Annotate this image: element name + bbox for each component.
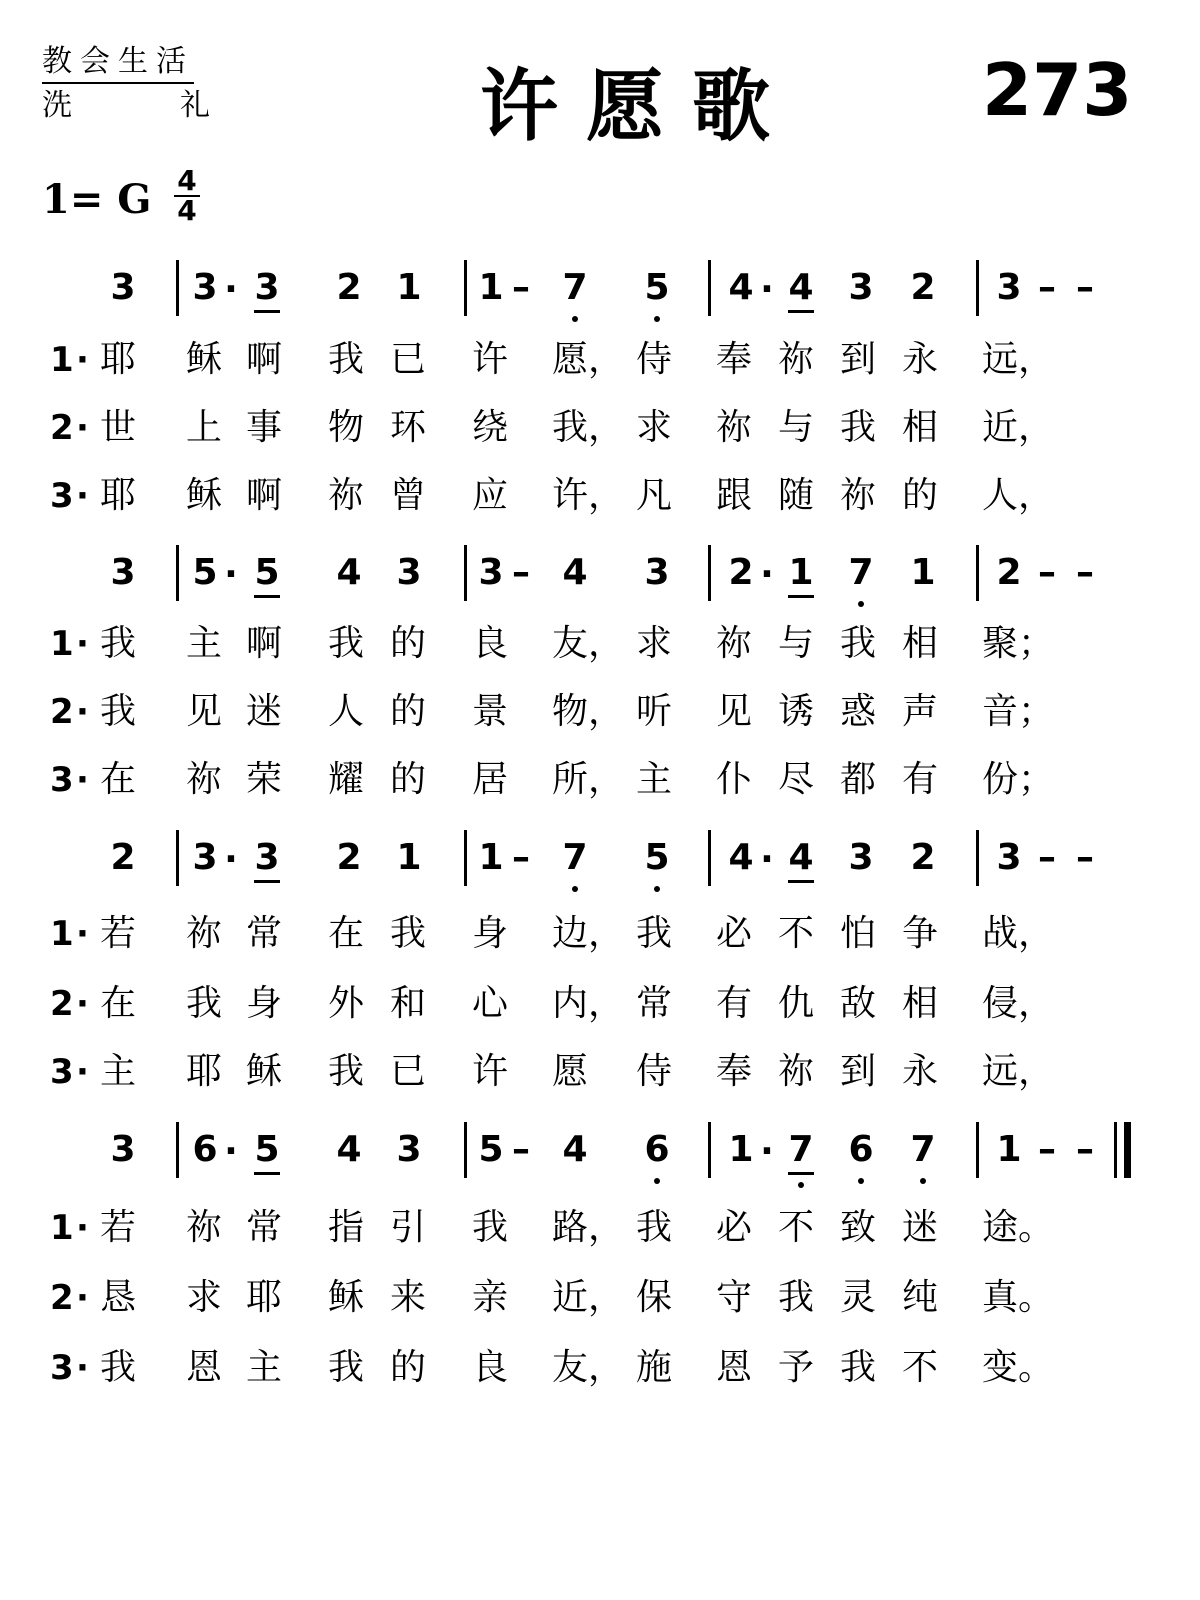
lyric-syllable: 啊 bbox=[246, 339, 283, 380]
note: 2 bbox=[910, 837, 936, 878]
hymn-title: 许愿歌 bbox=[480, 61, 799, 152]
verse-number: 1 bbox=[50, 1208, 74, 1248]
lyric-syllable: 良 bbox=[472, 623, 509, 664]
barline bbox=[176, 260, 179, 316]
note: 3 bbox=[192, 837, 218, 878]
lyric-syllable: 求 bbox=[186, 1277, 223, 1318]
verse-number: 2 bbox=[50, 692, 74, 732]
note: 3 bbox=[110, 552, 136, 593]
category-label bbox=[42, 44, 210, 124]
sustain-dash: – bbox=[512, 552, 530, 593]
augmentation-dot: · bbox=[224, 554, 238, 595]
lyric-line bbox=[0, 474, 1200, 524]
lyric-syllable: 啊 bbox=[246, 475, 283, 516]
lyric-syllable: 友， bbox=[552, 623, 625, 664]
lyric-syllable: 我 bbox=[328, 1051, 365, 1092]
lyric-syllable: 我 bbox=[778, 1277, 815, 1318]
lyric-syllable: 事 bbox=[246, 407, 283, 448]
lyric-syllable: 啊 bbox=[246, 623, 283, 664]
lyric-syllable: 见 bbox=[186, 691, 223, 732]
note: 3 bbox=[396, 1129, 422, 1170]
sustain-dash: – bbox=[1076, 837, 1094, 878]
lyric-syllable: 绕 bbox=[472, 407, 509, 448]
note: 7 bbox=[560, 268, 590, 308]
note: 4 bbox=[728, 267, 754, 308]
lyric-syllable: 上 bbox=[186, 407, 223, 448]
barline bbox=[708, 830, 711, 886]
augmentation-dot: · bbox=[224, 839, 238, 880]
sustain-dash: – bbox=[1038, 837, 1056, 878]
lyric-syllable: 不 bbox=[778, 1207, 815, 1248]
verse-number-dot: · bbox=[76, 1278, 89, 1318]
lyric-syllable: 远， bbox=[982, 1051, 1055, 1092]
lyric-syllable: 永 bbox=[902, 1051, 939, 1092]
lyric-syllable: 许 bbox=[472, 1051, 509, 1092]
note: 4 bbox=[336, 552, 362, 593]
lyric-syllable: 近， bbox=[982, 407, 1055, 448]
lyric-syllable: 音； bbox=[982, 691, 1055, 732]
lyric-syllable: 指 bbox=[328, 1207, 365, 1248]
note: 1 bbox=[728, 1129, 754, 1170]
lyric-syllable: 若 bbox=[100, 913, 137, 954]
note: 6 bbox=[846, 1130, 876, 1170]
lyric-syllable: 内， bbox=[552, 983, 625, 1024]
lyric-syllable: 都 bbox=[840, 759, 877, 800]
lyric-syllable: 已 bbox=[390, 1051, 427, 1092]
lyric-syllable: 纯 bbox=[902, 1277, 939, 1318]
lyric-line bbox=[0, 338, 1200, 388]
lyric-syllable: 的 bbox=[390, 691, 427, 732]
lyric-syllable: 我 bbox=[100, 623, 137, 664]
barline bbox=[176, 1122, 179, 1178]
verse-number-dot: · bbox=[76, 760, 89, 800]
note: 3 bbox=[478, 552, 504, 593]
lyric-syllable: 环 bbox=[390, 407, 427, 448]
lyric-syllable: 奉 bbox=[716, 339, 753, 380]
verse-number: 3 bbox=[50, 1052, 74, 1092]
verse-number-dot: · bbox=[76, 984, 89, 1024]
lyric-syllable: 争 bbox=[902, 913, 939, 954]
note: 3 bbox=[252, 268, 282, 308]
lyric-syllable: 真。 bbox=[982, 1277, 1055, 1318]
lyric-syllable: 愿 bbox=[552, 1051, 589, 1092]
barline bbox=[464, 830, 467, 886]
lyric-syllable: 在 bbox=[328, 913, 365, 954]
lyric-syllable: 与 bbox=[778, 623, 815, 664]
final-barline-thick bbox=[1124, 1122, 1131, 1178]
lyric-syllable: 祢 bbox=[716, 407, 753, 448]
note: 3 bbox=[996, 267, 1022, 308]
barline bbox=[464, 260, 467, 316]
note: 5 bbox=[642, 838, 672, 878]
sustain-dash: – bbox=[1038, 267, 1056, 308]
barline bbox=[176, 830, 179, 886]
lyric-syllable: 友， bbox=[552, 1347, 625, 1388]
lyric-syllable: 仇 bbox=[778, 983, 815, 1024]
lyric-syllable: 凡 bbox=[636, 475, 673, 516]
verse-number-dot: · bbox=[76, 1348, 89, 1388]
lyric-syllable: 许 bbox=[472, 339, 509, 380]
lyric-syllable: 良 bbox=[472, 1347, 509, 1388]
lyric-syllable: 恩 bbox=[716, 1347, 753, 1388]
verse-number-dot: · bbox=[76, 340, 89, 380]
lyric-syllable: 常 bbox=[636, 983, 673, 1024]
lyric-syllable: 耶 bbox=[100, 339, 137, 380]
note: 5 bbox=[252, 1130, 282, 1170]
lyric-syllable: 随 bbox=[778, 475, 815, 516]
verse-number: 2 bbox=[50, 1278, 74, 1318]
note: 5 bbox=[252, 553, 282, 593]
lyric-syllable: 变。 bbox=[982, 1347, 1055, 1388]
lyric-syllable: 我 bbox=[636, 1207, 673, 1248]
lyric-syllable: 来 bbox=[390, 1277, 427, 1318]
lyric-syllable: 我 bbox=[328, 1347, 365, 1388]
note: 2 bbox=[910, 267, 936, 308]
sustain-dash: – bbox=[512, 837, 530, 878]
verse-number: 1 bbox=[50, 624, 74, 664]
note: 7 bbox=[908, 1130, 938, 1170]
verse-number-dot: · bbox=[76, 692, 89, 732]
time-signature-bottom: 4 bbox=[177, 194, 197, 227]
lyric-syllable: 不 bbox=[778, 913, 815, 954]
note: 1 bbox=[396, 267, 422, 308]
lyric-syllable: 仆 bbox=[716, 759, 753, 800]
lyric-syllable: 求 bbox=[636, 623, 673, 664]
lyric-syllable: 必 bbox=[716, 913, 753, 954]
lyric-syllable: 的 bbox=[390, 623, 427, 664]
note: 3 bbox=[848, 837, 874, 878]
category-top: 教会生活 bbox=[42, 44, 194, 84]
verse-number: 3 bbox=[50, 476, 74, 516]
lyric-syllable: 稣 bbox=[186, 339, 223, 380]
note: 2 bbox=[110, 837, 136, 878]
note: 7 bbox=[786, 1130, 816, 1170]
lyric-syllable: 荣 bbox=[246, 759, 283, 800]
augmentation-dot: · bbox=[760, 839, 774, 880]
note: 3 bbox=[110, 267, 136, 308]
lyric-syllable: 主 bbox=[100, 1051, 137, 1092]
lyric-syllable: 边， bbox=[552, 913, 625, 954]
lyric-syllable: 我 bbox=[328, 339, 365, 380]
lyric-syllable: 见 bbox=[716, 691, 753, 732]
category-bottom-right: 礼 bbox=[180, 88, 210, 123]
lyric-syllable: 份； bbox=[982, 759, 1055, 800]
lyric-syllable: 侍 bbox=[636, 339, 673, 380]
lyric-syllable: 我 bbox=[328, 623, 365, 664]
lyric-syllable: 耶 bbox=[186, 1051, 223, 1092]
sustain-dash: – bbox=[512, 1129, 530, 1170]
note: 3 bbox=[848, 267, 874, 308]
barline bbox=[976, 830, 979, 886]
note: 7 bbox=[560, 838, 590, 878]
lyric-line bbox=[0, 1276, 1200, 1326]
note: 3 bbox=[996, 837, 1022, 878]
lyric-syllable: 亲 bbox=[472, 1277, 509, 1318]
barline bbox=[464, 545, 467, 601]
note: 1 bbox=[478, 267, 504, 308]
lyric-syllable: 常 bbox=[246, 1207, 283, 1248]
lyric-syllable: 聚； bbox=[982, 623, 1055, 664]
lyric-syllable: 到 bbox=[840, 1051, 877, 1092]
sustain-dash: – bbox=[1038, 552, 1056, 593]
lyric-syllable: 我 bbox=[840, 407, 877, 448]
lyric-syllable: 常 bbox=[246, 913, 283, 954]
lyric-syllable: 到 bbox=[840, 339, 877, 380]
lyric-syllable: 景 bbox=[472, 691, 509, 732]
lyric-syllable: 路， bbox=[552, 1207, 625, 1248]
lyric-syllable: 侵， bbox=[982, 983, 1055, 1024]
lyric-syllable: 心 bbox=[472, 983, 509, 1024]
lyric-syllable: 我 bbox=[472, 1207, 509, 1248]
sustain-dash: – bbox=[512, 267, 530, 308]
category-bottom-left: 洗 bbox=[42, 88, 72, 123]
lyric-syllable: 祢 bbox=[778, 1051, 815, 1092]
lyric-syllable: 所， bbox=[552, 759, 625, 800]
lyric-syllable: 敌 bbox=[840, 983, 877, 1024]
lyric-line bbox=[0, 406, 1200, 456]
key-signature: 1= G bbox=[42, 176, 152, 223]
verse-number-dot: · bbox=[76, 914, 89, 954]
note: 3 bbox=[252, 838, 282, 878]
lyric-syllable: 致 bbox=[840, 1207, 877, 1248]
lyric-syllable: 我， bbox=[552, 407, 625, 448]
lyric-syllable: 跟 bbox=[716, 475, 753, 516]
lyric-syllable: 声 bbox=[902, 691, 939, 732]
verse-number: 1 bbox=[50, 914, 74, 954]
note: 7 bbox=[846, 553, 876, 593]
lyric-line bbox=[0, 1206, 1200, 1256]
lyric-syllable: 保 bbox=[636, 1277, 673, 1318]
note: 1 bbox=[396, 837, 422, 878]
lyric-syllable: 惑 bbox=[840, 691, 877, 732]
lyric-syllable: 外 bbox=[328, 983, 365, 1024]
lyric-syllable: 耶 bbox=[100, 475, 137, 516]
lyric-syllable: 在 bbox=[100, 759, 137, 800]
note: 6 bbox=[192, 1129, 218, 1170]
lyric-syllable: 尽 bbox=[778, 759, 815, 800]
lyric-syllable: 迷 bbox=[902, 1207, 939, 1248]
lyric-syllable: 祢 bbox=[328, 475, 365, 516]
lyric-syllable: 必 bbox=[716, 1207, 753, 1248]
barline bbox=[708, 545, 711, 601]
lyric-syllable: 迷 bbox=[246, 691, 283, 732]
lyric-syllable: 曾 bbox=[390, 475, 427, 516]
barline bbox=[464, 1122, 467, 1178]
lyric-line bbox=[0, 1050, 1200, 1100]
lyric-syllable: 身 bbox=[472, 913, 509, 954]
augmentation-dot: · bbox=[224, 1131, 238, 1172]
verse-number: 1 bbox=[50, 340, 74, 380]
lyric-line bbox=[0, 1346, 1200, 1396]
lyric-syllable: 相 bbox=[902, 983, 939, 1024]
note: 3 bbox=[110, 1129, 136, 1170]
note: 3 bbox=[192, 267, 218, 308]
lyric-syllable: 许， bbox=[552, 475, 625, 516]
note: 4 bbox=[786, 838, 816, 878]
lyric-syllable: 主 bbox=[246, 1347, 283, 1388]
lyric-syllable: 主 bbox=[636, 759, 673, 800]
lyric-syllable: 我 bbox=[186, 983, 223, 1024]
lyric-syllable: 的 bbox=[390, 759, 427, 800]
barline bbox=[976, 260, 979, 316]
note: 3 bbox=[644, 552, 670, 593]
lyric-syllable: 怕 bbox=[840, 913, 877, 954]
lyric-syllable: 诱 bbox=[778, 691, 815, 732]
lyric-syllable: 应 bbox=[472, 475, 509, 516]
barline bbox=[976, 1122, 979, 1178]
lyric-syllable: 奉 bbox=[716, 1051, 753, 1092]
lyric-syllable: 祢 bbox=[840, 475, 877, 516]
note: 4 bbox=[728, 837, 754, 878]
note: 2 bbox=[728, 552, 754, 593]
augmentation-dot: · bbox=[760, 269, 774, 310]
lyric-syllable: 不 bbox=[902, 1347, 939, 1388]
lyric-syllable: 身 bbox=[246, 983, 283, 1024]
note: 1 bbox=[996, 1129, 1022, 1170]
lyric-syllable: 永 bbox=[902, 339, 939, 380]
lyric-syllable: 人 bbox=[328, 691, 365, 732]
lyric-syllable: 物， bbox=[552, 691, 625, 732]
lyric-syllable: 我 bbox=[390, 913, 427, 954]
lyric-syllable: 人， bbox=[982, 475, 1055, 516]
lyric-syllable: 求 bbox=[636, 407, 673, 448]
final-barline-thin bbox=[1114, 1122, 1117, 1178]
barline bbox=[176, 545, 179, 601]
verse-number: 3 bbox=[50, 1348, 74, 1388]
lyric-line bbox=[0, 912, 1200, 962]
lyric-syllable: 战， bbox=[982, 913, 1055, 954]
verse-number-dot: · bbox=[76, 1208, 89, 1248]
note: 6 bbox=[642, 1130, 672, 1170]
lyric-syllable: 在 bbox=[100, 983, 137, 1024]
lyric-syllable: 近， bbox=[552, 1277, 625, 1318]
lyric-syllable: 和 bbox=[390, 983, 427, 1024]
sustain-dash: – bbox=[1076, 267, 1094, 308]
time-signature-top: 4 bbox=[177, 164, 197, 197]
lyric-syllable: 有 bbox=[902, 759, 939, 800]
augmentation-dot: · bbox=[224, 269, 238, 310]
lyric-syllable: 世 bbox=[100, 407, 137, 448]
lyric-syllable: 愿， bbox=[552, 339, 625, 380]
lyric-syllable: 引 bbox=[390, 1207, 427, 1248]
lyric-syllable: 相 bbox=[902, 407, 939, 448]
note: 2 bbox=[336, 837, 362, 878]
lyric-syllable: 若 bbox=[100, 1207, 137, 1248]
lyric-syllable: 守 bbox=[716, 1277, 753, 1318]
lyric-syllable: 耀 bbox=[328, 759, 365, 800]
note: 4 bbox=[786, 268, 816, 308]
sustain-dash: – bbox=[1076, 1129, 1094, 1170]
lyric-line bbox=[0, 622, 1200, 672]
hymn-number: 273 bbox=[982, 48, 1133, 132]
lyric-syllable: 主 bbox=[186, 623, 223, 664]
lyric-syllable: 听 bbox=[636, 691, 673, 732]
lyric-syllable: 祢 bbox=[716, 623, 753, 664]
sustain-dash: – bbox=[1076, 552, 1094, 593]
lyric-syllable: 的 bbox=[390, 1347, 427, 1388]
lyric-syllable: 稣 bbox=[186, 475, 223, 516]
lyric-syllable: 我 bbox=[840, 623, 877, 664]
verse-number-dot: · bbox=[76, 408, 89, 448]
barline bbox=[976, 545, 979, 601]
lyric-line bbox=[0, 690, 1200, 740]
verse-number: 3 bbox=[50, 760, 74, 800]
lyric-syllable: 祢 bbox=[186, 913, 223, 954]
lyric-syllable: 施 bbox=[636, 1347, 673, 1388]
note: 1 bbox=[910, 552, 936, 593]
verse-number-dot: · bbox=[76, 476, 89, 516]
lyric-syllable: 我 bbox=[100, 1347, 137, 1388]
lyric-syllable: 祢 bbox=[778, 339, 815, 380]
lyric-syllable: 我 bbox=[636, 913, 673, 954]
lyric-syllable: 有 bbox=[716, 983, 753, 1024]
lyric-line bbox=[0, 758, 1200, 808]
augmentation-dot: · bbox=[760, 1131, 774, 1172]
lyric-syllable: 远， bbox=[982, 339, 1055, 380]
lyric-syllable: 物 bbox=[328, 407, 365, 448]
lyric-syllable: 耶 bbox=[246, 1277, 283, 1318]
lyric-syllable: 稣 bbox=[328, 1277, 365, 1318]
note: 5 bbox=[192, 552, 218, 593]
note: 5 bbox=[478, 1129, 504, 1170]
lyric-syllable: 祢 bbox=[186, 759, 223, 800]
lyric-syllable: 予 bbox=[778, 1347, 815, 1388]
lyric-syllable: 灵 bbox=[840, 1277, 877, 1318]
note: 4 bbox=[562, 552, 588, 593]
verse-number: 2 bbox=[50, 408, 74, 448]
verse-number-dot: · bbox=[76, 624, 89, 664]
lyric-syllable: 已 bbox=[390, 339, 427, 380]
barline bbox=[708, 260, 711, 316]
lyric-syllable: 侍 bbox=[636, 1051, 673, 1092]
lyric-syllable: 途。 bbox=[982, 1207, 1055, 1248]
lyric-syllable: 相 bbox=[902, 623, 939, 664]
note: 2 bbox=[336, 267, 362, 308]
note: 3 bbox=[396, 552, 422, 593]
note: 5 bbox=[642, 268, 672, 308]
note: 1 bbox=[478, 837, 504, 878]
sustain-dash: – bbox=[1038, 1129, 1056, 1170]
time-signature bbox=[174, 164, 200, 227]
lyric-syllable: 稣 bbox=[246, 1051, 283, 1092]
lyric-syllable: 我 bbox=[100, 691, 137, 732]
lyric-syllable: 与 bbox=[778, 407, 815, 448]
lyric-syllable: 祢 bbox=[186, 1207, 223, 1248]
barline bbox=[708, 1122, 711, 1178]
lyric-syllable: 我 bbox=[840, 1347, 877, 1388]
augmentation-dot: · bbox=[760, 554, 774, 595]
lyric-syllable: 的 bbox=[902, 475, 939, 516]
note: 1 bbox=[786, 553, 816, 593]
lyric-syllable: 居 bbox=[472, 759, 509, 800]
verse-number: 2 bbox=[50, 984, 74, 1024]
note: 2 bbox=[996, 552, 1022, 593]
note: 4 bbox=[562, 1129, 588, 1170]
verse-number-dot: · bbox=[76, 1052, 89, 1092]
note: 4 bbox=[336, 1129, 362, 1170]
lyric-syllable: 恳 bbox=[100, 1277, 137, 1318]
lyric-syllable: 恩 bbox=[186, 1347, 223, 1388]
lyric-line bbox=[0, 982, 1200, 1032]
